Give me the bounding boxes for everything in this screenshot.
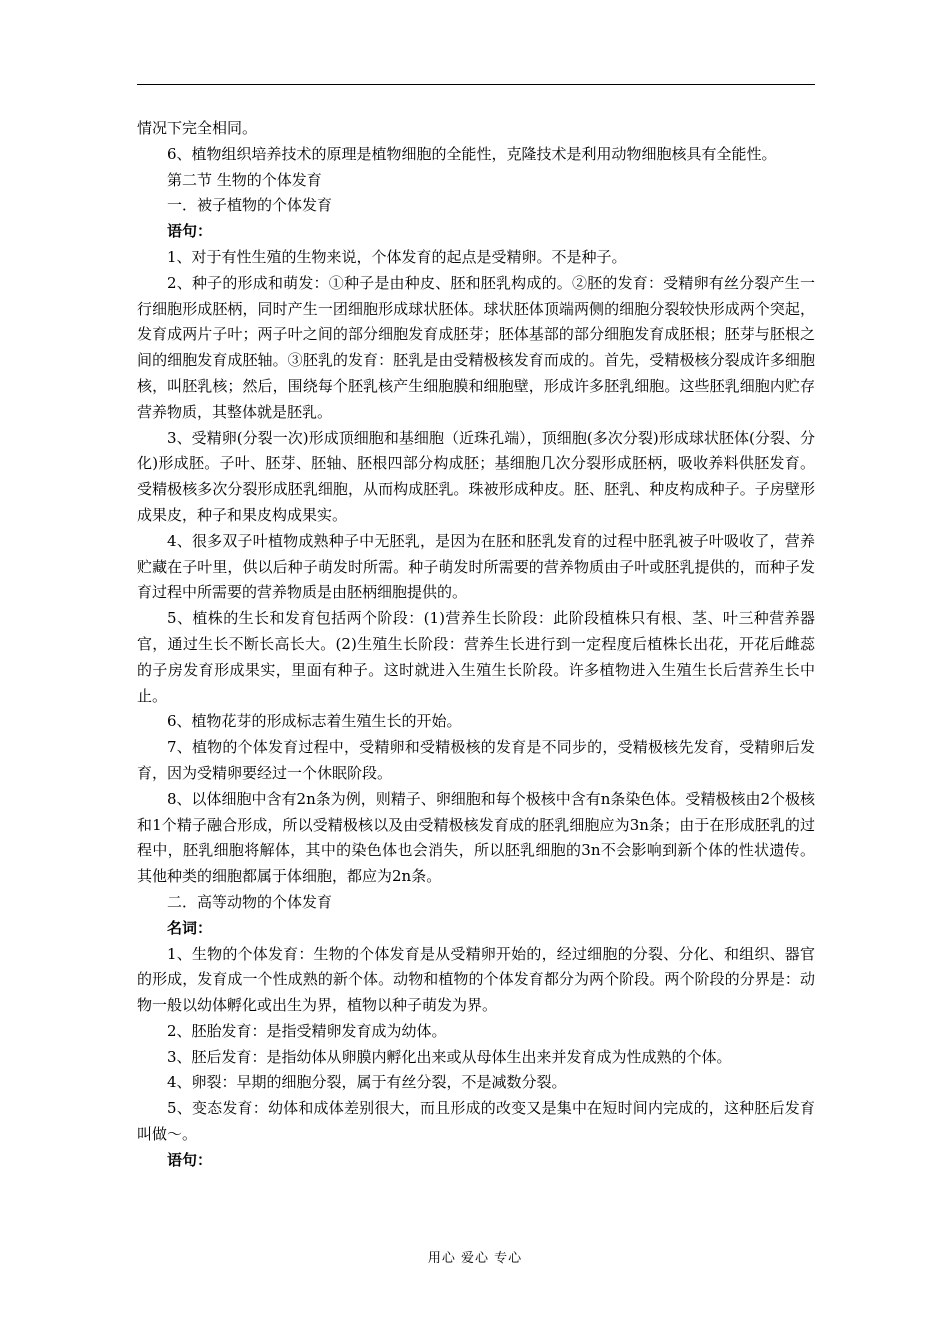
paragraph: 3、胚后发育：是指幼体从卵膜内孵化出来或从母体生出来并发育成为性成熟的个体。 bbox=[167, 1047, 732, 1066]
paragraph: 6、植物组织培养技术的原理是植物细胞的全能性，克隆技术是利用动物细胞核具有全能性。 bbox=[167, 144, 777, 163]
label-terms: 名词： bbox=[167, 918, 213, 937]
paragraph: 2、胚胎发育：是指受精卵发育成为幼体。 bbox=[167, 1021, 447, 1040]
paragraph: 6、植物花芽的形成标志着生殖生长的开始。 bbox=[167, 712, 462, 731]
paragraph: 5、变态发育：幼体和成体差别很大，而且形成的改变又是集中在短时间内完成的，这种胚后发育叫做～。 bbox=[137, 1099, 815, 1144]
paragraph: 8、以体细胞中含有2n条为例，则精子、卵细胞和每个极核中含有n条染色体。受精极核由2个极核和1个精子融合形成，所以受精极核以及由受精极核发育成的胚乳细胞应为3n条；由于在形成胚乳的过程中，胚乳细胞将解体，其中的染色体也会消失，所以胚乳细胞的3n不会影响到新个体的性状遗传。其他种类的细胞都属于体细胞，都应为2n条。 bbox=[137, 789, 815, 886]
document-body bbox=[137, 116, 815, 1174]
paragraph: 1、生物的个体发育：生物的个体发育是从受精卵开始的，经过细胞的分裂、分化、和组织、器官的形成，发育成一个性成熟的新个体。动物和植物的个体发育都分为两个阶段。两个阶段的分界是：动物一般以幼体孵化或出生为界，植物以种子萌发为界。 bbox=[137, 944, 815, 1015]
subsection-heading: 一．被子植物的个体发育 bbox=[167, 196, 333, 215]
paragraph: 7、植物的个体发育过程中，受精卵和受精极核的发育是不同步的，受精极核先发育，受精卵后发育，因为受精卵要经过一个休眠阶段。 bbox=[137, 738, 815, 782]
paragraph: 5、植株的生长和发育包括两个阶段：(1)营养生长阶段：此阶段植株只有根、茎、叶三种营养器官，通过生长不断长高长大。(2)生殖生长阶段：营养生长进行到一定程度后植株长出花，开花后雌蕊的子房发育形成果实，里面有种子。这时就进入生殖生长阶段。许多植物进入生殖生长后营养生长中止。 bbox=[137, 609, 815, 705]
paragraph: 3、受精卵(分裂一次)形成顶细胞和基细胞（近珠孔端），顶细胞(多次分裂)形成球状胚体(分裂、分化)形成胚。子叶、胚芽、胚轴、胚根四部分构成胚；基细胞几次分裂形成胚柄，吸收养料供胚发育。受精极核多次分裂形成胚乳细胞，从而构成胚乳。珠被形成种皮。胚、胚乳、种皮构成种子。子房壁形成果皮，种子和果皮构成果实。 bbox=[137, 428, 815, 524]
paragraph-continuation: 情况下完全相同。 bbox=[137, 119, 258, 137]
subsection-heading: 二．高等动物的个体发育 bbox=[167, 892, 333, 911]
page-footer: 用心 爱心 专心 bbox=[427, 1251, 523, 1266]
paragraph: 4、卵裂：早期的细胞分裂，属于有丝分裂，不是减数分裂。 bbox=[167, 1073, 567, 1092]
header-rule bbox=[137, 84, 815, 85]
paragraph: 1、对于有性生殖的生物来说，个体发育的起点是受精卵。不是种子。 bbox=[167, 247, 627, 266]
paragraph: 4、很多双子叶植物成熟种子中无胚乳，是因为在胚和胚乳发育的过程中胚乳被子叶吸收了，营养贮藏在子叶里，供以后种子萌发时所需。种子萌发时所需要的营养物质由子叶或胚乳提供的，而种子发育过程中所需要的营养物质是由胚柄细胞提供的。 bbox=[137, 531, 815, 602]
label-statements: 语句： bbox=[167, 1150, 213, 1169]
section-heading: 第二节 生物的个体发育 bbox=[167, 170, 322, 189]
label-statements: 语句： bbox=[167, 222, 213, 241]
paragraph: 2、种子的形成和萌发：①种子是由种皮、胚和胚乳构成的。②胚的发育：受精卵有丝分裂产生一行细胞形成胚柄，同时产生一团细胞形成球状胚体。球状胚体顶端两侧的细胞分裂较快形成两个突起，发育成两片子叶；两子叶之间的部分细胞发育成胚芽；胚体基部的部分细胞发育成胚根；胚芽与胚根之间的细胞发育成胚轴。③胚乳的发育：胚乳是由受精极核发育而成的。首先，受精极核分裂成许多细胞核，叫胚乳核；然后，围绕每个胚乳核产生细胞膜和细胞壁，形成许多胚乳细胞。这些胚乳细胞内贮存营养物质，其整体就是胚乳。 bbox=[137, 273, 815, 421]
